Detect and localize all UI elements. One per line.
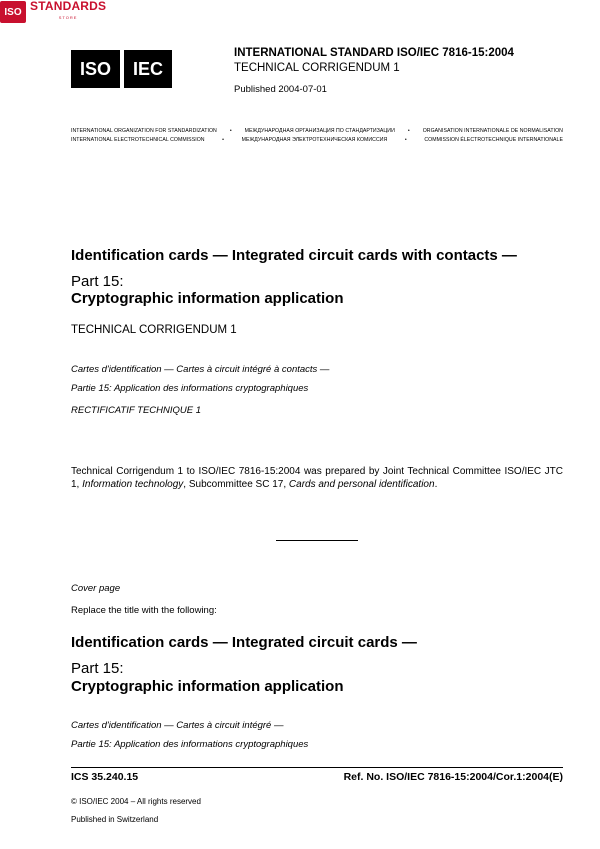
divider <box>276 540 358 541</box>
org-iec-en: INTERNATIONAL ELECTROTECHNICAL COMMISSION <box>71 137 205 143</box>
french-title: Cartes d'identification — Cartes à circuit intégré à contacts — <box>71 364 330 375</box>
instruction: Replace the title with the following: <box>71 605 217 616</box>
new-title: Identification cards — Integrated circuit cards — <box>71 634 417 651</box>
standard-title: INTERNATIONAL STANDARD ISO/IEC 7816-15:2004 <box>234 47 514 59</box>
organizations-line-1 <box>71 128 563 134</box>
published-in: Published in Switzerland <box>71 815 159 824</box>
org-iec-ru: МЕЖДУНАРОДНАЯ ЭЛЕКТРОТЕХНИЧЕСКАЯ КОМИССИЯ <box>241 137 388 143</box>
main-title: Identification cards — Integrated circuit cards with contacts — <box>71 247 517 264</box>
french-part: Partie 15: Application des informations cryptographiques <box>71 383 309 394</box>
new-french-title: Cartes d'identification — Cartes à circuit intégré — <box>71 720 284 731</box>
iso-standards-store-logo <box>0 0 600 24</box>
reference-number: Ref. No. ISO/IEC 7816-15:2004/Cor.1:2004(E) <box>343 771 563 783</box>
organizations-line-2 <box>71 137 563 143</box>
org-iec-fr: COMMISSION ÉLECTROTECHNIQUE INTERNATIONALE <box>424 137 563 143</box>
iso-logo: ISO <box>71 50 120 88</box>
intro-paragraph: Technical Corrigendum 1 to ISO/IEC 7816-15:2004 was prepared by Joint Technical Committee ISO/IEC JTC 1, Information technology, Subcommittee SC 17, Cards and personal identification. <box>71 466 563 490</box>
new-french-part: Partie 15: Application des informations cryptographiques <box>71 739 309 750</box>
section-label: Cover page <box>71 583 121 594</box>
separator: • <box>407 128 410 134</box>
ics-code: ICS 35.240.15 <box>71 771 139 783</box>
corrigendum-heading: TECHNICAL CORRIGENDUM 1 <box>71 324 237 336</box>
new-part-title: Cryptographic information application <box>71 678 344 695</box>
part-title: Cryptographic information application <box>71 290 344 307</box>
org-iso-en: INTERNATIONAL ORGANIZATION FOR STANDARDIZATION <box>71 128 217 134</box>
store-iso-mark: ISO <box>0 1 26 23</box>
separator: • <box>229 128 232 134</box>
part-label: Part 15: <box>71 273 124 290</box>
store-name: STANDARDS <box>30 0 107 13</box>
new-part-label: Part 15: <box>71 660 124 677</box>
footer-rule <box>71 767 563 768</box>
iec-logo: IEC <box>124 50 172 88</box>
published-date: Published 2004-07-01 <box>234 84 327 95</box>
corrigendum-label: TECHNICAL CORRIGENDUM 1 <box>234 62 400 74</box>
copyright: © ISO/IEC 2004 – All rights reserved <box>71 797 201 806</box>
org-iso-fr: ORGANISATION INTERNATIONALE DE NORMALISATION <box>422 128 563 134</box>
org-iso-ru: МЕЖДУНАРОДНАЯ ОРГАНИЗАЦИЯ ПО СТАНДАРТИЗАЦИИ <box>244 128 395 134</box>
store-sub: STORE <box>58 15 78 20</box>
separator: • <box>404 137 407 143</box>
french-corrigendum: RECTIFICATIF TECHNIQUE 1 <box>71 405 202 416</box>
separator: • <box>222 137 225 143</box>
